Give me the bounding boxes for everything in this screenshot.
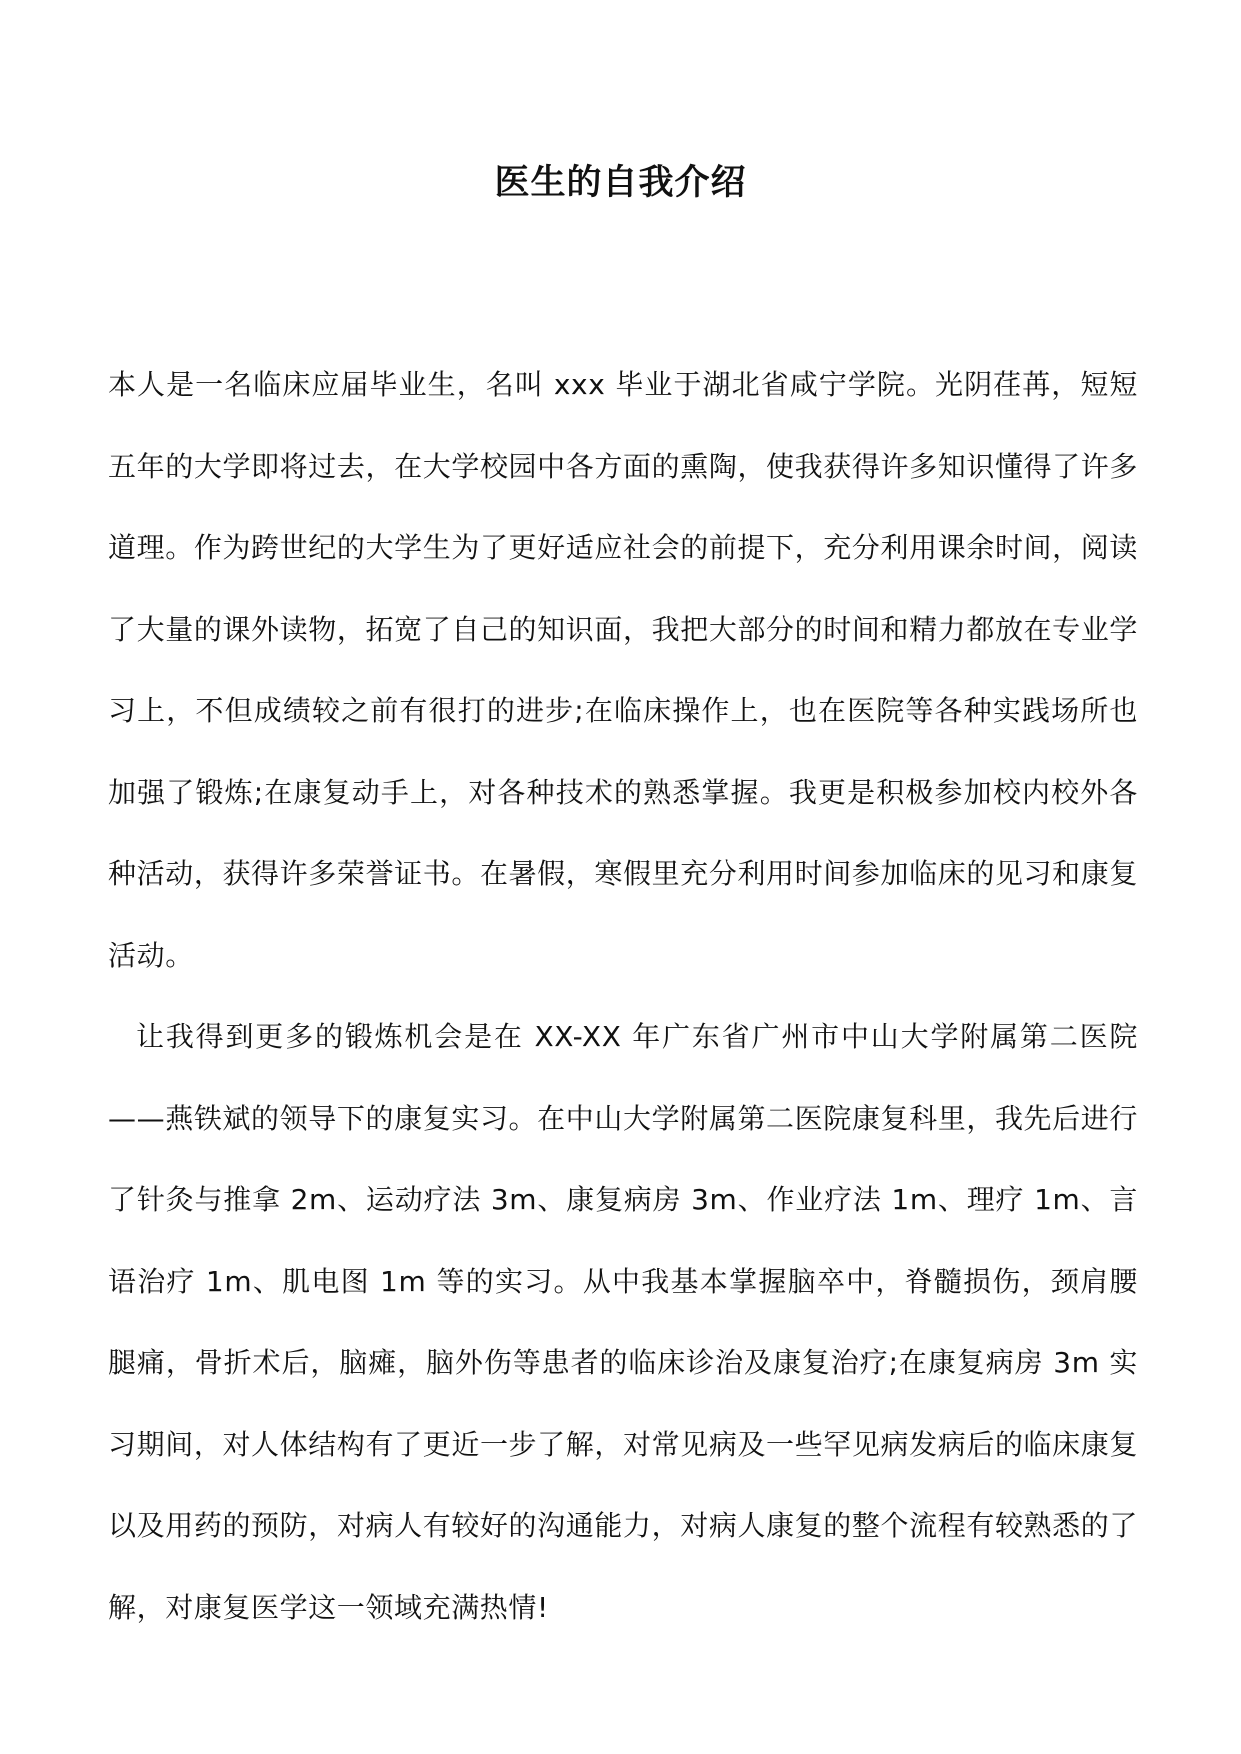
document-body (108, 344, 1138, 1648)
paragraph-intro: 本人是一名临床应届毕业生，名叫 xxx 毕业于湖北省咸宁学院。光阴荏苒，短短五年的大学即将过去，在大学校园中各方面的熏陶，使我获得许多知识懂得了许多道理。作为跨世纪的大学生为了更好适应社会的前提下，充分利用课余时间，阅读了大量的课外读物，拓宽了自己的知识面，我把大部分的时间和精力都放在专业学习上，不但成绩较之前有很打的进步;在临床操作上，也在医院等各种实践场所也加强了锻炼;在康复动手上，对各种技术的熟悉掌握。我更是积极参加校内校外各种活动，获得许多荣誉证书。在暑假，寒假里充分利用时间参加临床的见习和康复活动。 (108, 368, 1138, 972)
paragraph-internship: 让我得到更多的锻炼机会是在 XX-XX 年广东省广州市中山大学附属第二医院——燕铁斌的领导下的康复实习。在中山大学附属第二医院康复科里，我先后进行了针灸与推拿 2m、运动疗法 3m、康复病房 3m、作业疗法 1m、理疗 1m、言语治疗 1m、肌电图 1m 等的实习。从中我基本掌握脑卒中，脊髓损伤，颈肩腰腿痛，骨折术后，脑瘫，脑外伤等患者的临床诊治及康复治疗;在康复病房 3m 实习期间，对人体结构有了更近一步了解，对常见病及一些罕见病发病后的临床康复以及用药的预防，对病人有较好的沟通能力，对病人康复的整个流程有较熟悉的了解，对康复医学这一领域充满热情! (108, 1020, 1138, 1624)
document-title: 医生的自我介绍 (494, 162, 747, 203)
